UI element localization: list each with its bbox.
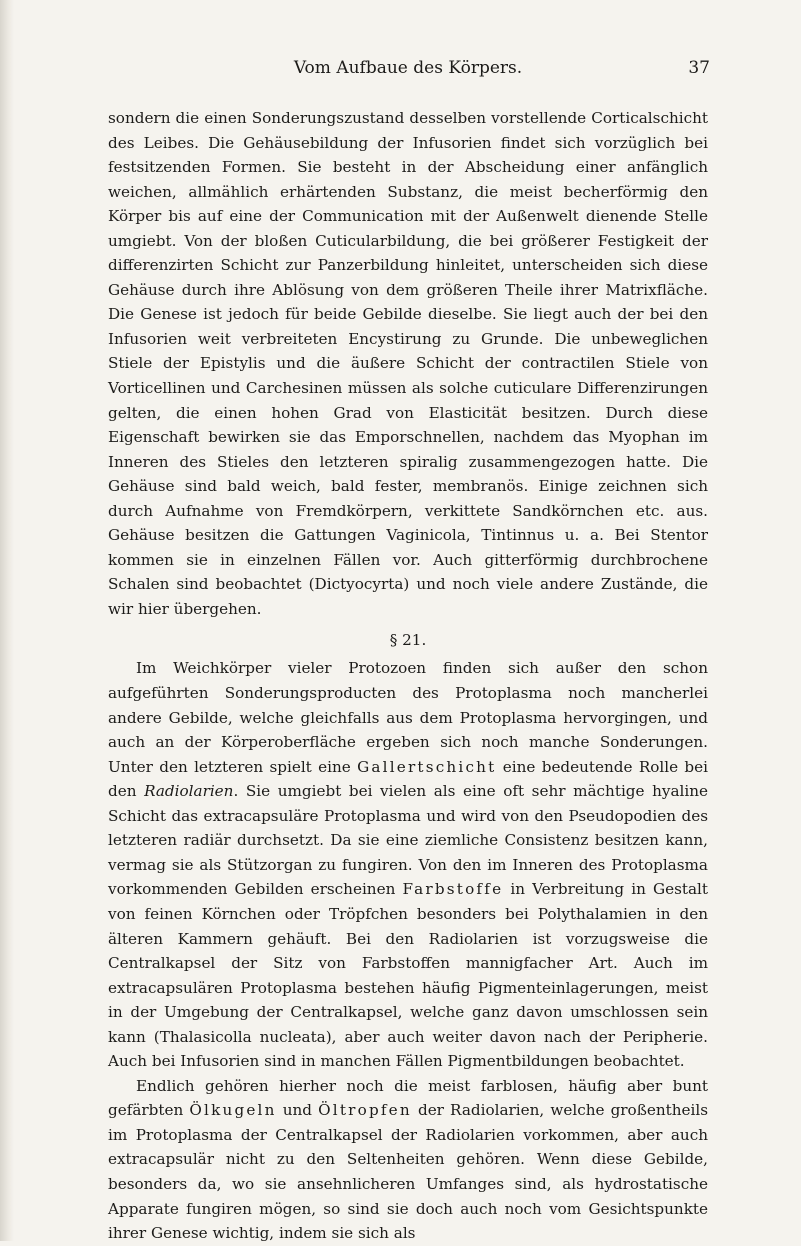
paragraph-3-text-3: der Radiolarien, welche großentheils im Protoplasma der Centralkapsel der Radiolarien vorkommen, aber auch extracapsulär nicht zu den Seltenheiten gehören. Wenn diese Gebilde, besonders da, wo sie ansehnlicheren Umfanges sind, als hydrostatische Apparate fungiren mögen, so sind sie doch auch noch vom Gesichtspunkte ihrer Genese wichtig, indem sie sich als — [108, 1101, 708, 1243]
book-page — [108, 58, 708, 1246]
paragraph-2-text-1: Im Weichkörper vieler Protozoen finden sich außer den schon aufgeführten Sonderungsproducten des Protoplasma noch mancherlei andere Gebilde, welche gleichfalls aus dem Protoplasma hervorgingen, und auch an der Körperoberfläche ergeben sich noch manche Sonderungen. Unter den letzteren spielt eine — [108, 659, 708, 776]
running-head: Vom Aufbaue des Körpers. — [293, 58, 523, 78]
term-oelkugeln: Ölkugeln — [189, 1101, 277, 1120]
paragraph-2-text-4: in Verbreitung in Gestalt von feinen Körnchen oder Tröpfchen besonders bei Polythalamien in den älteren Kammern gehäuft. Bei den Radiolarien ist vorzugsweise die Centralkapsel der Sitz von Farbstoffen mannigfacher Art. Auch im extracapsulären Protoplasma bestehen häufig Pigmenteinlagerungen, meist in der Umgebung der Centralkapsel, welche ganz davon umschlossen sein kann (Thalasicolla nucleata), aber auch weiter davon nach der Peripherie. Auch bei Infusorien sind in manchen Fällen Pigmentbildungen beobachtet. — [108, 880, 708, 1071]
paragraph-2 — [108, 656, 708, 1073]
term-oeltropfen: Öltropfen — [318, 1101, 412, 1120]
paragraph-3 — [108, 1074, 708, 1246]
term-gallertschicht: Gallertschicht — [357, 757, 497, 776]
paragraph-2-text-3: . Sie umgiebt bei vielen als eine oft sehr mächtige hyaline Schicht das extracapsuläre Protoplasma und wird von den Pseudopodien des letzteren radiär durchsetzt. Da sie eine ziemliche Consistenz besitzen kann, vermag sie als Stützorgan zu fungiren. Von den im Inneren des Protoplasma vorkommenden Gebilden erscheinen — [108, 782, 708, 899]
page-header — [108, 58, 708, 84]
paragraph-1: sondern die einen Sonderungszustand desselben vorstellende Corticalschicht des Leibes. Die Gehäusebildung der Infusorien findet sich vorzüglich bei festsitzenden Formen. Sie besteht in der Abscheidung einer anfänglich weichen, allmählich erhärtenden Substanz, die meist becherförmig den Körper bis auf eine der Communication mit der Außenwelt dienende Stelle umgiebt. Von der bloßen Cuticularbildung, die bei größerer Festigkeit der differenzirten Schicht zur Panzerbildung hinleitet, unterscheiden sich diese Gehäuse durch ihre Ablösung von dem größeren Theile ihrer Matrixfläche. Die Genese ist jedoch für beide Gebilde dieselbe. Sie liegt auch der bei den Infusorien weit verbreiteten Encystirung zu Grunde. Die unbeweglichen Stiele der Epistylis und die äußere Schicht der contractilen Stiele von Vorticellinen und Carchesinen müssen als solche cuticulare Differenzirungen gelten, die einen hohen Grad von Elasticität besitzen. Durch diese Eigenschaft bewirken sie das Emporschnellen, nachdem das Myophan im Inneren des Stieles den letzteren spiralig zusammengezogen hatte. Die Gehäuse sind bald weich, bald fester, membranös. Einige zeichnen sich durch Aufnahme von Fremdkörpern, verkittete Sandkörnchen etc. aus. Gehäuse besitzen die Gattungen Vaginicola, Tintinnus u. a. Bei Stentor kommen sie in einzelnen Fällen vor. Auch gitterförmig durchbrochene Schalen sind beobachtet (Dictyocyrta) und noch viele andere Zustände, die wir hier übergehen. — [108, 109, 708, 618]
term-farbstoffe: Farbstoffe — [402, 880, 504, 899]
section-heading: § 21. — [389, 631, 427, 650]
paragraph-3-text-2: und — [276, 1101, 319, 1120]
paragraph-2-text-2: eine bedeutende Rolle bei den — [108, 757, 708, 801]
page-binding-edge — [0, 0, 14, 1241]
paragraph-3-text-1: Endlich gehören hierher noch die meist farblosen, häufig aber bunt gefärbten — [108, 1076, 708, 1120]
body-text — [108, 106, 708, 1246]
page-number: 37 — [688, 58, 710, 78]
term-radiolarien: Radiolarien — [144, 782, 234, 801]
